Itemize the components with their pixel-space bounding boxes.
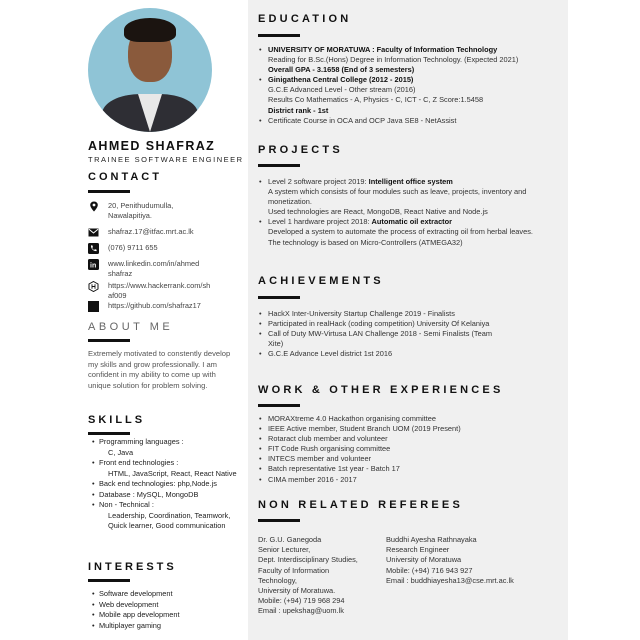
work-rule: [258, 404, 300, 407]
person-title: TRAINEE SOFTWARE ENGINEER: [88, 155, 244, 164]
education-list: [258, 45, 564, 126]
projects-heading: PROJECTS: [258, 144, 343, 156]
work-item: • FIT Code Rush organising committee: [258, 444, 564, 454]
contact-rule: [88, 190, 130, 193]
referee1-mobile[interactable]: Mobile: (+94) 719 968 294: [258, 596, 345, 606]
contact-hackerrank[interactable]: [88, 281, 243, 300]
phone-text[interactable]: (076) 9711 655: [108, 243, 158, 252]
project-item: [258, 217, 564, 247]
about-text: Extremely motivated to constently develop my skills and grow professionally. I am confident in my ability to come up with unique solution for problem solving.: [88, 349, 231, 390]
referee2-email[interactable]: Email : buddhiayesha13@cse.mrt.ac.lk: [386, 575, 514, 585]
contact-email[interactable]: [88, 227, 243, 238]
skill-item: [92, 437, 242, 458]
project1-tech: Used technologies are React, MongoDB, React Native and Node.js: [268, 207, 488, 217]
education-item: • Certificate Course in OCA and OCP Java SE8 - NetAssist: [258, 116, 564, 126]
skill-prog-value: C, Java: [108, 447, 134, 457]
work-heading: WORK & OTHER EXPERIENCES: [258, 384, 504, 396]
address-line1: 20, Penithudumulla,: [108, 201, 174, 210]
contact-heading: CONTACT: [88, 171, 162, 183]
projects-list: [258, 177, 564, 248]
education-item: [258, 45, 564, 75]
skill-front-label: Front end technologies :: [99, 458, 179, 467]
interests-rule: [88, 579, 130, 582]
work-item: • CIMA member 2016 - 2017: [258, 475, 564, 485]
skill-prog-label: Programming languages :: [99, 437, 184, 446]
achievement-item: • Participated in realHack (coding competition) University Of Kelaniya: [258, 319, 508, 329]
referee2-mobile[interactable]: Mobile: (+94) 716 943 927: [386, 565, 473, 575]
education-item: [258, 75, 564, 115]
skills-rule: [88, 432, 130, 435]
referee2-role: Research Engineer: [386, 545, 450, 555]
contact-address: [88, 201, 243, 220]
work-list: [258, 414, 564, 485]
achievement-item: • HackX Inter-University Startup Challenge 2019 - Finalists: [258, 309, 508, 319]
education-heading: EDUCATION: [258, 13, 352, 25]
referee1-role: Senior Lecturer,: [258, 545, 311, 555]
referee1-email[interactable]: Email : upekshag@uom.lk: [258, 606, 344, 616]
about-heading: ABOUT ME: [88, 321, 174, 333]
referees-rule: [258, 519, 300, 522]
referee-2: [386, 535, 566, 586]
linkedin-line2[interactable]: shafraz: [108, 268, 133, 278]
referee2-university: University of Moratuwa: [386, 555, 462, 565]
interest-item: • Web development: [92, 600, 242, 611]
skill-item: • Back end technologies: php,Node.js: [92, 479, 242, 490]
hackerrank-line1[interactable]: https://www.hackerrank.com/sh: [108, 281, 211, 290]
referee1-dept: Dept. Interdisciplinary Studies,: [258, 555, 358, 565]
email-icon: [88, 227, 99, 238]
work-item: • MORAXtreme 4.0 Hackathon organising committee: [258, 414, 564, 424]
achievements-heading: ACHIEVEMENTS: [258, 275, 384, 287]
referee1-faculty-cont: Technology,: [258, 575, 297, 585]
project2-tech: The technology is based on Micro-Controllers (ATMEGA32): [268, 237, 463, 247]
interests-list: [92, 589, 242, 631]
education-rule: [258, 34, 300, 37]
skill-item: [92, 458, 242, 479]
work-item: • IEEE Active member, Student Branch UOM (2019 Present): [258, 424, 564, 434]
interest-item: • Multiplayer gaming: [92, 621, 242, 632]
project2-prefix: Level 1 hardware project 2018:: [268, 217, 372, 227]
referees-heading: NON RELATED REFEREES: [258, 499, 463, 511]
work-item: • Batch representative 1st year - Batch 17: [258, 464, 564, 474]
skill-nontech-label: Non - Technical :: [99, 500, 154, 509]
contact-phone[interactable]: [88, 243, 243, 254]
interest-item: • Mobile app development: [92, 610, 242, 621]
uni-gpa: Overall GPA - 3.1658 (End of 3 semesters): [268, 65, 415, 75]
referee1-name: Dr. G.U. Ganegoda: [258, 535, 322, 544]
interests-heading: INTERESTS: [88, 561, 177, 573]
skill-front-value: HTML, JavaScript, React, React Native: [108, 468, 237, 478]
achievements-list: [258, 309, 508, 359]
contact-linkedin[interactable]: [88, 259, 243, 278]
profile-photo: [88, 8, 212, 132]
skill-item: • Database : MySQL, MongoDB: [92, 490, 242, 501]
skills-list: [92, 437, 242, 532]
project2-desc: Developed a system to automate the process of extracting oil from herbal leaves.: [268, 227, 533, 237]
phone-icon: [88, 243, 99, 254]
project1-desc: A system which consists of four modules such as leave, projects, inventory and monetization.: [268, 187, 527, 207]
email-text[interactable]: shafraz.17@itfac.mrt.ac.lk: [108, 227, 194, 236]
achievement-item: • G.C.E Advance Level district 1st 2016: [258, 349, 508, 359]
project1-title: Intelligent office system: [368, 177, 453, 186]
hackerrank-line2[interactable]: af009: [108, 290, 127, 300]
project-item: [258, 177, 564, 217]
achievements-rule: [258, 296, 300, 299]
github-icon: [88, 301, 99, 312]
referee1-university: University of Moratuwa.: [258, 586, 336, 596]
contact-github[interactable]: [88, 301, 243, 312]
school-results: Results Co Mathematics - A, Physics - C, ICT - C, Z Score:1.5458: [268, 95, 484, 105]
about-rule: [88, 339, 130, 342]
referee1-faculty: Faculty of Information: [258, 565, 330, 575]
achievement-item: • Call of Duty MW-Virtusa LAN Challenge 2018 - Semi Finalists (Team Xite): [258, 329, 508, 349]
project2-title: Automatic oil extractor: [371, 217, 453, 227]
project1-prefix: Level 2 software project 2019:: [268, 177, 369, 186]
hackerrank-icon: [88, 281, 99, 292]
address-line2: Nawalapitiya.: [108, 210, 152, 220]
school-rank: District rank - 1st: [268, 105, 329, 115]
location-icon: [88, 201, 99, 212]
linkedin-line1[interactable]: www.linkedin.com/in/ahmed: [108, 259, 200, 268]
interest-item: • Software development: [92, 589, 242, 600]
projects-rule: [258, 164, 300, 167]
work-item: • Rotaract club member and volunteer: [258, 434, 564, 444]
github-text[interactable]: https://github.com/shafraz17: [108, 301, 201, 310]
school-al: G.C.E Advanced Level - Other stream (2016): [268, 85, 416, 95]
work-item: • INTECS member and volunteer: [258, 454, 564, 464]
skill-item: [92, 500, 242, 532]
school-name: • Ginigathena Central College (2012 - 2015): [268, 75, 414, 85]
photo-hair: [124, 18, 176, 42]
linkedin-icon: [88, 259, 99, 270]
uni-name: • UNIVERSITY OF MORATUWA : Faculty of Information Technology: [268, 45, 498, 54]
referee2-name: Buddhi Ayesha Rathnayaka: [386, 535, 477, 544]
skill-nontech-value: Leadership, Coordination, Teamwork, Quick learner, Good communication: [108, 510, 231, 530]
referee-1: [258, 535, 398, 617]
svg-text:in: in: [90, 262, 97, 270]
skills-heading: SKILLS: [88, 414, 146, 426]
uni-degree: Reading for B.Sc.(Hons) Degree in Information Technology. (Expected 2021): [268, 55, 519, 65]
person-name: AHMED SHAFRAZ: [88, 139, 216, 153]
